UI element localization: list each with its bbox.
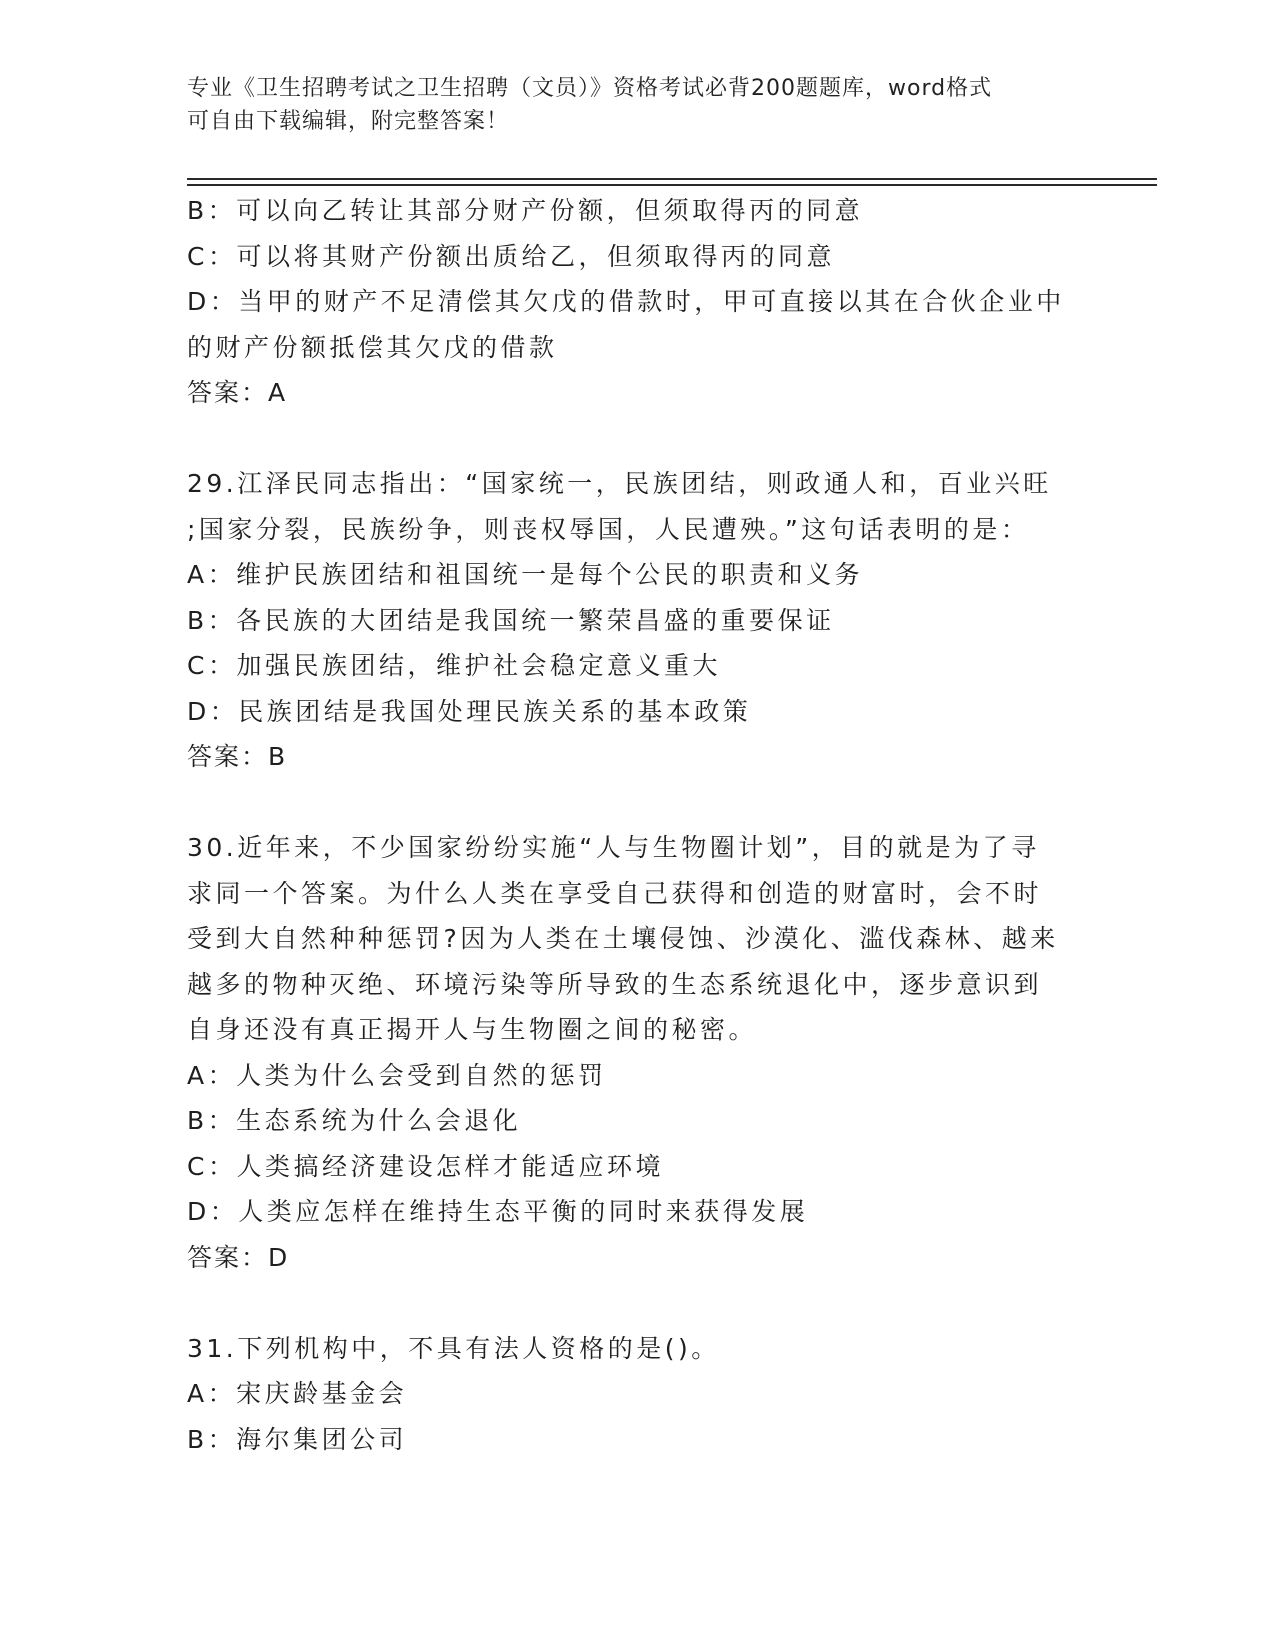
header-title-line-1: 专业《卫生招聘考试之卫生招聘（文员）》资格考试必背200题题库，word格式 (187, 76, 993, 101)
spacer (187, 780, 1087, 826)
option-a: A：维护民族团结和祖国统一是每个公民的职责和义务 (187, 560, 864, 589)
question-text-continued: ;国家分裂，民族纷争，则丧权辱国，人民遭殃。”这句话表明的是： (187, 514, 1030, 544)
option-c: C：加强民族团结，维护社会稳定意义重大 (187, 651, 721, 680)
option-d: D：当甲的财产不足清偿其欠戊的借款时，甲可直接以其在合伙企业中 (187, 287, 1065, 316)
option-d: D：民族团结是我国处理民族关系的基本政策 (187, 696, 752, 726)
option-d-continued: 的财产份额抵偿其欠戊的借款 (187, 332, 558, 362)
question-text-continued: 越多的物种灭绝、环境污染等所导致的生态系统退化中，逐步意识到 (187, 969, 1043, 999)
option-b: B：海尔集团公司 (187, 1424, 408, 1454)
answer-label: 答案：B (187, 742, 288, 771)
question-text: 29.江泽民同志指出：“国家统一，民族团结，则政通人和，百业兴旺 (187, 469, 1052, 498)
answer-label: 答案：A (187, 378, 288, 407)
document-body (187, 188, 1087, 1462)
option-a: A：宋庆龄基金会 (187, 1379, 408, 1408)
question-text: 31.下列机构中，不具有法人资格的是()。 (187, 1333, 720, 1363)
question-text-continued: 自身还没有真正揭开人与生物圈之间的秘密。 (187, 1015, 758, 1044)
header-divider-top (187, 178, 1157, 180)
option-b: B：各民族的大团结是我国统一繁荣昌盛的重要保证 (187, 605, 835, 635)
option-c: C：人类搞经济建设怎样才能适应环境 (187, 1151, 664, 1181)
option-c: C：可以将其财产份额出质给乙，但须取得丙的同意 (187, 241, 835, 271)
option-d: D：人类应怎样在维持生态平衡的同时来获得发展 (187, 1197, 809, 1226)
question-block-29 (187, 461, 1087, 780)
spacer (187, 1280, 1087, 1326)
option-b: B：可以向乙转让其部分财产份额，但须取得丙的同意 (187, 196, 864, 225)
option-a: A：人类为什么会受到自然的惩罚 (187, 1060, 607, 1090)
document-header (187, 72, 1067, 138)
question-text-continued: 受到大自然种种惩罚?因为人类在土壤侵蚀、沙漠化、滥伐森林、越来 (187, 924, 1059, 953)
spacer (187, 416, 1087, 462)
option-b: B：生态系统为什么会退化 (187, 1106, 522, 1135)
question-block-prev (187, 188, 1087, 416)
answer-label: 答案：D (187, 1242, 290, 1272)
question-block-30 (187, 825, 1087, 1280)
question-block-31 (187, 1326, 1087, 1463)
question-text: 30.近年来，不少国家纷纷实施“人与生物圈计划”，目的就是为了寻 (187, 833, 1040, 862)
header-divider-bottom (187, 184, 1157, 186)
question-text-continued: 求同一个答案。为什么人类在享受自己获得和创造的财富时，会不时 (187, 878, 1043, 908)
header-title-line-2: 可自由下载编辑，附完整答案！ (187, 109, 510, 134)
